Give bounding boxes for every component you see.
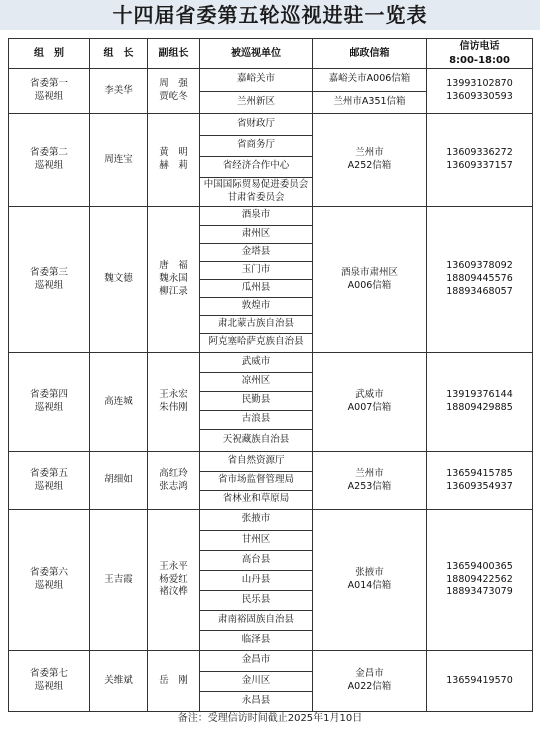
phone-cell-line: 13609330593	[446, 91, 513, 102]
unit-row	[200, 490, 312, 509]
mailbox-cell	[313, 510, 427, 651]
units-cell	[200, 207, 313, 353]
units-list	[200, 114, 312, 206]
group-row	[9, 651, 533, 712]
mailbox-cell-line: A007信箱	[347, 402, 392, 413]
unit-row	[200, 114, 312, 135]
mailbox-row	[313, 91, 426, 113]
unit-row	[200, 243, 312, 261]
unit-row	[200, 353, 312, 372]
phone-cell	[427, 207, 533, 353]
deputy-cell-line: 赫 莉	[159, 160, 188, 171]
unit-row	[200, 429, 312, 451]
units-cell	[200, 510, 313, 651]
mailbox-cell	[313, 69, 427, 114]
mailbox-cell	[313, 452, 427, 510]
group-row	[9, 114, 533, 207]
unit-name: 民勤县	[200, 391, 312, 410]
unit-name: 天祝藏族自治县	[222, 433, 290, 445]
phone-cell-line: 13993102870	[446, 78, 513, 90]
phone-cell	[427, 651, 533, 712]
unit-row	[200, 177, 312, 206]
deputy-cell-line: 贾屹冬	[159, 91, 188, 102]
unit-name: 金昌市	[200, 651, 312, 671]
leader-cell: 王吉霞	[90, 510, 148, 651]
unit-row	[200, 391, 312, 410]
unit-row	[200, 135, 312, 156]
leader-cell: 周连宝	[90, 114, 148, 207]
phone-cell-line: 13609337157	[446, 160, 513, 171]
units-cell	[200, 651, 313, 712]
group-row	[9, 353, 533, 452]
unit-name: 张掖市	[200, 510, 312, 530]
deputy-cell	[148, 114, 200, 207]
phone-cell	[427, 353, 533, 452]
deputy-cell-line: 柳江录	[159, 285, 188, 297]
unit-name: 省经济合作中心	[200, 156, 312, 177]
unit-name: 瓜州县	[200, 279, 312, 297]
inspection-table	[8, 38, 533, 712]
unit-name: 武威市	[200, 353, 312, 372]
mailbox-line: 嘉峪关市A006信箱	[313, 69, 426, 91]
mailbox-list	[313, 69, 426, 113]
table-header-row	[9, 39, 533, 69]
deputy-cell-line: 张志鸿	[159, 480, 188, 492]
group-name-cell-line: 省委第六	[29, 567, 68, 579]
group-name-cell	[9, 353, 90, 452]
group-name-cell-line: 巡视组	[34, 160, 64, 171]
unit-row	[200, 471, 312, 490]
unit-name: 永昌县	[241, 694, 271, 706]
unit-row	[200, 333, 312, 352]
units-list	[200, 353, 312, 451]
deputy-cell-line: 唐 福	[159, 260, 188, 272]
leader-cell: 关维斌	[90, 651, 148, 712]
unit-row	[200, 570, 312, 590]
mailbox-cell-line: A253信箱	[347, 480, 392, 492]
deputy-cell-line: 周 强	[159, 78, 188, 90]
unit-row	[200, 261, 312, 279]
units-list	[200, 452, 312, 509]
unit-row	[200, 91, 312, 113]
deputy-cell-line: 王永平	[159, 560, 188, 572]
mailbox-cell-line: A014信箱	[347, 580, 392, 591]
deputy-cell-line: 褚汶桦	[159, 586, 188, 598]
mailbox-cell	[313, 353, 427, 452]
mailbox-cell-line: A022信箱	[347, 681, 392, 692]
deputy-cell-line: 岳 刚	[159, 674, 188, 686]
phone-cell-line: 18809445576	[446, 273, 513, 285]
units-list	[200, 69, 312, 113]
phone-cell-line: 13919376144	[446, 389, 513, 401]
group-name-cell-line: 巡视组	[34, 580, 64, 591]
phone-cell-line: 18809422562	[446, 573, 513, 585]
header-phone-label: 信访电话	[459, 41, 500, 52]
unit-row	[200, 315, 312, 333]
group-name-cell	[9, 452, 90, 510]
group-name-cell-line: 省委第三	[29, 266, 68, 278]
phone-cell	[427, 114, 533, 207]
unit-name: 中国国际贸易促进委员会甘肃省委员会	[203, 178, 309, 203]
unit-name: 阿克塞哈萨克族自治县	[208, 336, 304, 348]
unit-name: 玉门市	[200, 261, 312, 279]
unit-row	[200, 69, 312, 91]
phone-cell-line: 13609354937	[446, 480, 513, 492]
deputy-cell	[148, 69, 200, 114]
mailbox-cell-line: 兰州市	[355, 147, 384, 159]
group-name-cell	[9, 69, 90, 114]
footnote: 备注：受理信访时间截止2025年1月10日	[177, 713, 363, 724]
mailbox-cell-line: 酒泉市肃州区	[340, 266, 398, 278]
phone-cell	[427, 510, 533, 651]
units-cell	[200, 353, 313, 452]
group-row	[9, 510, 533, 651]
unit-name: 古浪县	[200, 410, 312, 429]
phone-cell-line: 18893468057	[446, 285, 513, 297]
mailbox-cell-line: A006信箱	[347, 279, 392, 291]
phone-cell-line: 13609378092	[446, 260, 513, 272]
deputy-cell	[148, 452, 200, 510]
units-cell	[200, 452, 313, 510]
unit-row	[200, 297, 312, 315]
leader-cell: 胡细如	[90, 452, 148, 510]
leader-cell: 魏文德	[90, 207, 148, 353]
group-name-cell-line: 省委第二	[29, 147, 68, 159]
unit-row	[200, 510, 312, 530]
mailbox-line: 兰州市A351信箱	[333, 95, 406, 107]
unit-row	[200, 550, 312, 570]
unit-name: 肃北蒙古族自治县	[200, 315, 312, 333]
unit-name: 高台县	[200, 550, 312, 570]
unit-name: 山丹县	[200, 570, 312, 590]
mailbox-cell-line: 张掖市	[355, 567, 384, 579]
unit-row	[200, 610, 312, 630]
unit-name: 敦煌市	[200, 297, 312, 315]
mailbox-cell-line: 兰州市	[355, 467, 384, 479]
deputy-cell	[148, 353, 200, 452]
unit-name: 甘州区	[200, 530, 312, 550]
unit-row	[200, 410, 312, 429]
units-cell	[200, 69, 313, 114]
group-name-cell	[9, 651, 90, 712]
unit-row	[200, 279, 312, 297]
deputy-cell	[148, 207, 200, 353]
deputy-cell-line: 王永宏	[159, 389, 188, 401]
unit-name: 凉州区	[200, 372, 312, 391]
unit-row	[200, 452, 312, 471]
phone-cell-line: 13659400365	[446, 560, 513, 572]
header-phone-hours: 8:00-18:00	[449, 54, 510, 66]
unit-row	[200, 372, 312, 391]
units-list	[200, 207, 312, 352]
phone-cell-line: 18809429885	[446, 402, 513, 413]
unit-name: 肃南裕固族自治县	[200, 610, 312, 630]
unit-row	[200, 530, 312, 550]
group-row	[9, 452, 533, 510]
unit-name: 省商务厅	[200, 135, 312, 156]
mailbox-cell-line: 武威市	[355, 389, 384, 401]
units-list	[200, 510, 312, 650]
unit-row	[200, 671, 312, 691]
unit-name: 民乐县	[200, 590, 312, 610]
unit-row	[200, 630, 312, 650]
unit-row	[200, 207, 312, 225]
unit-name: 嘉峪关市	[200, 69, 312, 91]
group-name-cell-line: 巡视组	[34, 279, 64, 291]
phone-cell	[427, 69, 533, 114]
phone-cell	[427, 452, 533, 510]
phone-cell-line: 18893473079	[446, 586, 513, 598]
deputy-cell-line: 魏永国	[159, 273, 188, 285]
unit-name: 省自然资源厅	[200, 452, 312, 471]
mailbox-cell	[313, 651, 427, 712]
group-name-cell-line: 省委第五	[29, 467, 68, 479]
units-cell	[200, 114, 313, 207]
unit-name: 省市场监督管理局	[200, 471, 312, 490]
deputy-cell-line: 黄 明	[159, 147, 188, 159]
unit-row	[200, 651, 312, 671]
unit-name: 金塔县	[200, 243, 312, 261]
unit-name: 肃州区	[200, 225, 312, 243]
phone-cell-line: 13609336272	[446, 147, 513, 159]
group-name-cell-line: 省委第七	[29, 668, 68, 680]
header-leader: 组 长	[90, 39, 148, 69]
group-name-cell-line: 巡视组	[34, 402, 64, 413]
mailbox-cell-line: A252信箱	[347, 160, 392, 171]
phone-cell-line: 13659415785	[446, 467, 513, 479]
group-name-cell-line: 巡视组	[34, 91, 64, 102]
unit-name: 省林业和草原局	[222, 493, 290, 505]
header-deputy: 副组长	[148, 39, 200, 69]
deputy-cell	[148, 510, 200, 651]
deputy-cell	[148, 651, 200, 712]
unit-row	[200, 691, 312, 711]
mailbox-row	[313, 69, 426, 91]
page-title: 十四届省委第五轮巡视进驻一览表	[0, 0, 540, 30]
header-mailbox: 邮政信箱	[313, 39, 427, 69]
unit-name: 省财政厅	[200, 114, 312, 135]
group-name-cell	[9, 510, 90, 651]
group-row	[9, 69, 533, 114]
group-name-cell-line: 巡视组	[34, 480, 64, 492]
mailbox-cell	[313, 207, 427, 353]
header-units: 被巡视单位	[200, 39, 313, 69]
leader-cell: 李美华	[90, 69, 148, 114]
units-list	[200, 651, 312, 711]
mailbox-cell	[313, 114, 427, 207]
unit-name: 临泽县	[241, 633, 271, 645]
header-phone	[427, 39, 533, 69]
deputy-cell-line: 朱伟刚	[159, 402, 188, 413]
header-group: 组 别	[9, 39, 90, 69]
group-name-cell-line: 巡视组	[34, 681, 64, 692]
deputy-cell-line: 杨爱红	[159, 573, 188, 585]
group-name-cell-line: 省委第四	[29, 389, 68, 401]
phone-cell-line: 13659419570	[446, 674, 513, 686]
unit-name: 酒泉市	[200, 207, 312, 225]
unit-row	[200, 225, 312, 243]
group-name-cell	[9, 114, 90, 207]
unit-name: 兰州新区	[236, 95, 275, 107]
unit-name: 金川区	[200, 671, 312, 691]
leader-cell: 高连城	[90, 353, 148, 452]
deputy-cell-line: 高红玲	[159, 467, 188, 479]
group-row	[9, 207, 533, 353]
mailbox-cell-line: 金昌市	[355, 668, 384, 680]
unit-row	[200, 590, 312, 610]
group-name-cell-line: 省委第一	[29, 78, 68, 90]
unit-row	[200, 156, 312, 177]
group-name-cell	[9, 207, 90, 353]
